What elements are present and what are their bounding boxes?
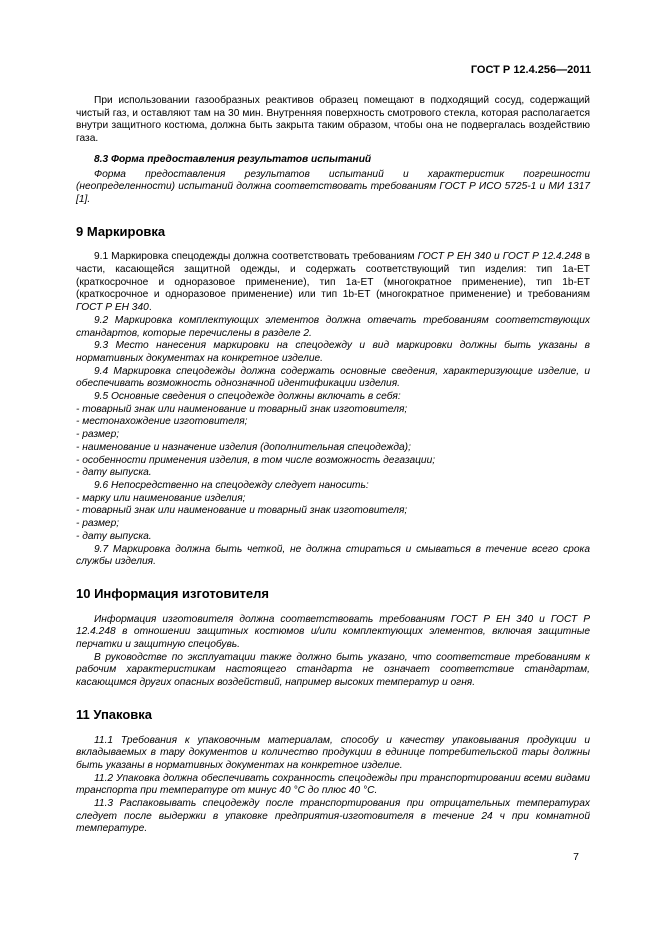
clause-9-5: 9.5 Основные сведения о спецодежде должны включать в себя: <box>94 391 401 403</box>
clause-9-1-ref2: ГОСТ Р ЕН 340 <box>76 302 149 314</box>
clause-9-1-text-b: в части, касающейся защитной одежды, и содержать соответствующий тип изделия: тип 1а-ЕТ (краткосрочное и одноразовое применение), тип 1а-ЕТ (многократное применение), тип 1b-ЕТ (краткосрочное и одноразовое применение) или тип 1b-ЕТ (многократное применение) и требованиям <box>76 251 590 301</box>
list-item: - размер; <box>76 518 120 530</box>
clause-9-1 <box>76 251 590 315</box>
section-10-paragraph-1: Информация изготовителя должна соответствовать требованиям ГОСТ Р ЕН 340 и ГОСТ Р 12.4.248 в отношении защитных костюмов и/или комплектующих элементов, включая защитные перчатки и защитную спецобувь. <box>76 613 590 651</box>
list-item: - местонахождение изготовителя; <box>76 416 248 428</box>
section-10-heading: 10 Информация изготовителя <box>76 585 269 601</box>
page-number: 7 <box>573 851 579 863</box>
clause-9-1-ref1: ГОСТ Р ЕН 340 и ГОСТ Р 12.4.248 <box>417 251 582 263</box>
list-item: - особенности применения изделия, в том числе возможность дегазации; <box>76 454 436 466</box>
section-11-heading: 11 Упаковка <box>76 706 153 722</box>
list-item: - товарный знак или наименование и товарный знак изготовителя; <box>76 403 408 415</box>
list-item: - дату выпуска. <box>76 530 152 542</box>
document-code-header: ГОСТ Р 12.4.256—2011 <box>470 64 591 76</box>
clause-9-2: 9.2 Маркировка комплектующих элементов должна отвечать требованиям соответствующих стандартов, которые перечислены в разделе 2. <box>76 314 590 339</box>
list-item: - марку или наименование изделия; <box>76 492 246 504</box>
list-item: - наименование и назначение изделия (дополнительная спецодежда); <box>76 441 411 453</box>
clause-11-3: 11.3 Распаковывать спецодежду после транспортирования при отрицательных температурах следует после выдержки в упаковке предприятия-изготовителя в течение 24 ч при комнатной температуре. <box>76 798 590 835</box>
clause-9-3: 9.3 Место нанесения маркировки на спецодежду и вид маркировки должны быть указаны в нормативных документах на конкретное изделие. <box>76 340 590 364</box>
list-item: - товарный знак или наименование и товарный знак изготовителя; <box>76 505 408 517</box>
subsection-8-3-title: 8.3 Форма предоставления результатов испытаний <box>94 153 372 165</box>
clause-9-7: 9.7 Маркировка должна быть четкой, не должна стираться и смываться в течение всего срока службы изделия. <box>76 543 590 568</box>
clause-9-1-text-c: . <box>148 302 152 314</box>
subsection-8-3-text: Форма предоставления результатов испытаний и характеристик погрешности (неопределенности) испытаний должна соответствовать требованиям ГОСТ Р ИСО 5725-1 и МИ 1317 [1]. <box>76 168 590 205</box>
section-10-paragraph-2: В руководстве по эксплуатации также должно быть указано, что соответствие требованиям к рабочим характеристикам настоящего стандарта не означает соответствие стандартам, касающимся других опасных воздействий, например высоких температур и огня. <box>76 651 590 689</box>
clause-9-6: 9.6 Непосредственно на спецодежду следует наносить: <box>94 479 369 491</box>
list-item: - дату выпуска. <box>76 467 152 479</box>
section-9-heading: 9 Маркировка <box>76 223 166 239</box>
intro-paragraph: При использовании газообразных реактивов образец помещают в подходящий сосуд, содержащий чистый газ, и оставляют там на 30 мин. Внутренняя поверхность смотрового стекла, которая располагается внутри защитного костюма, должна быть закрыта таким образом, чтобы она не подвергалась воздействию газа. <box>76 95 590 145</box>
list-item: - размер; <box>76 429 120 441</box>
clause-11-2: 11.2 Упаковка должна обеспечивать сохранность спецодежды при транспортировании всеми видами транспорта при температуре от минус 40 °С до плюс 40 °С. <box>76 772 590 797</box>
clause-9-4: 9.4 Маркировка спецодежды должна содержать основные сведения, характеризующие изделие, и обеспечивать возможность однозначной идентификации изделия. <box>76 365 590 390</box>
clause-9-1-text-a: 9.1 Маркировка спецодежды должна соответствовать требованиям <box>94 251 418 263</box>
clause-11-1: 11.1 Требования к упаковочным материалам, способу и качеству упаковывания продукции и вкладываемых в тару документов и количество продукции в единице потребительской тары должны быть указаны в нормативных документах на конкретное изделие. <box>76 734 590 771</box>
document-body <box>76 95 590 836</box>
